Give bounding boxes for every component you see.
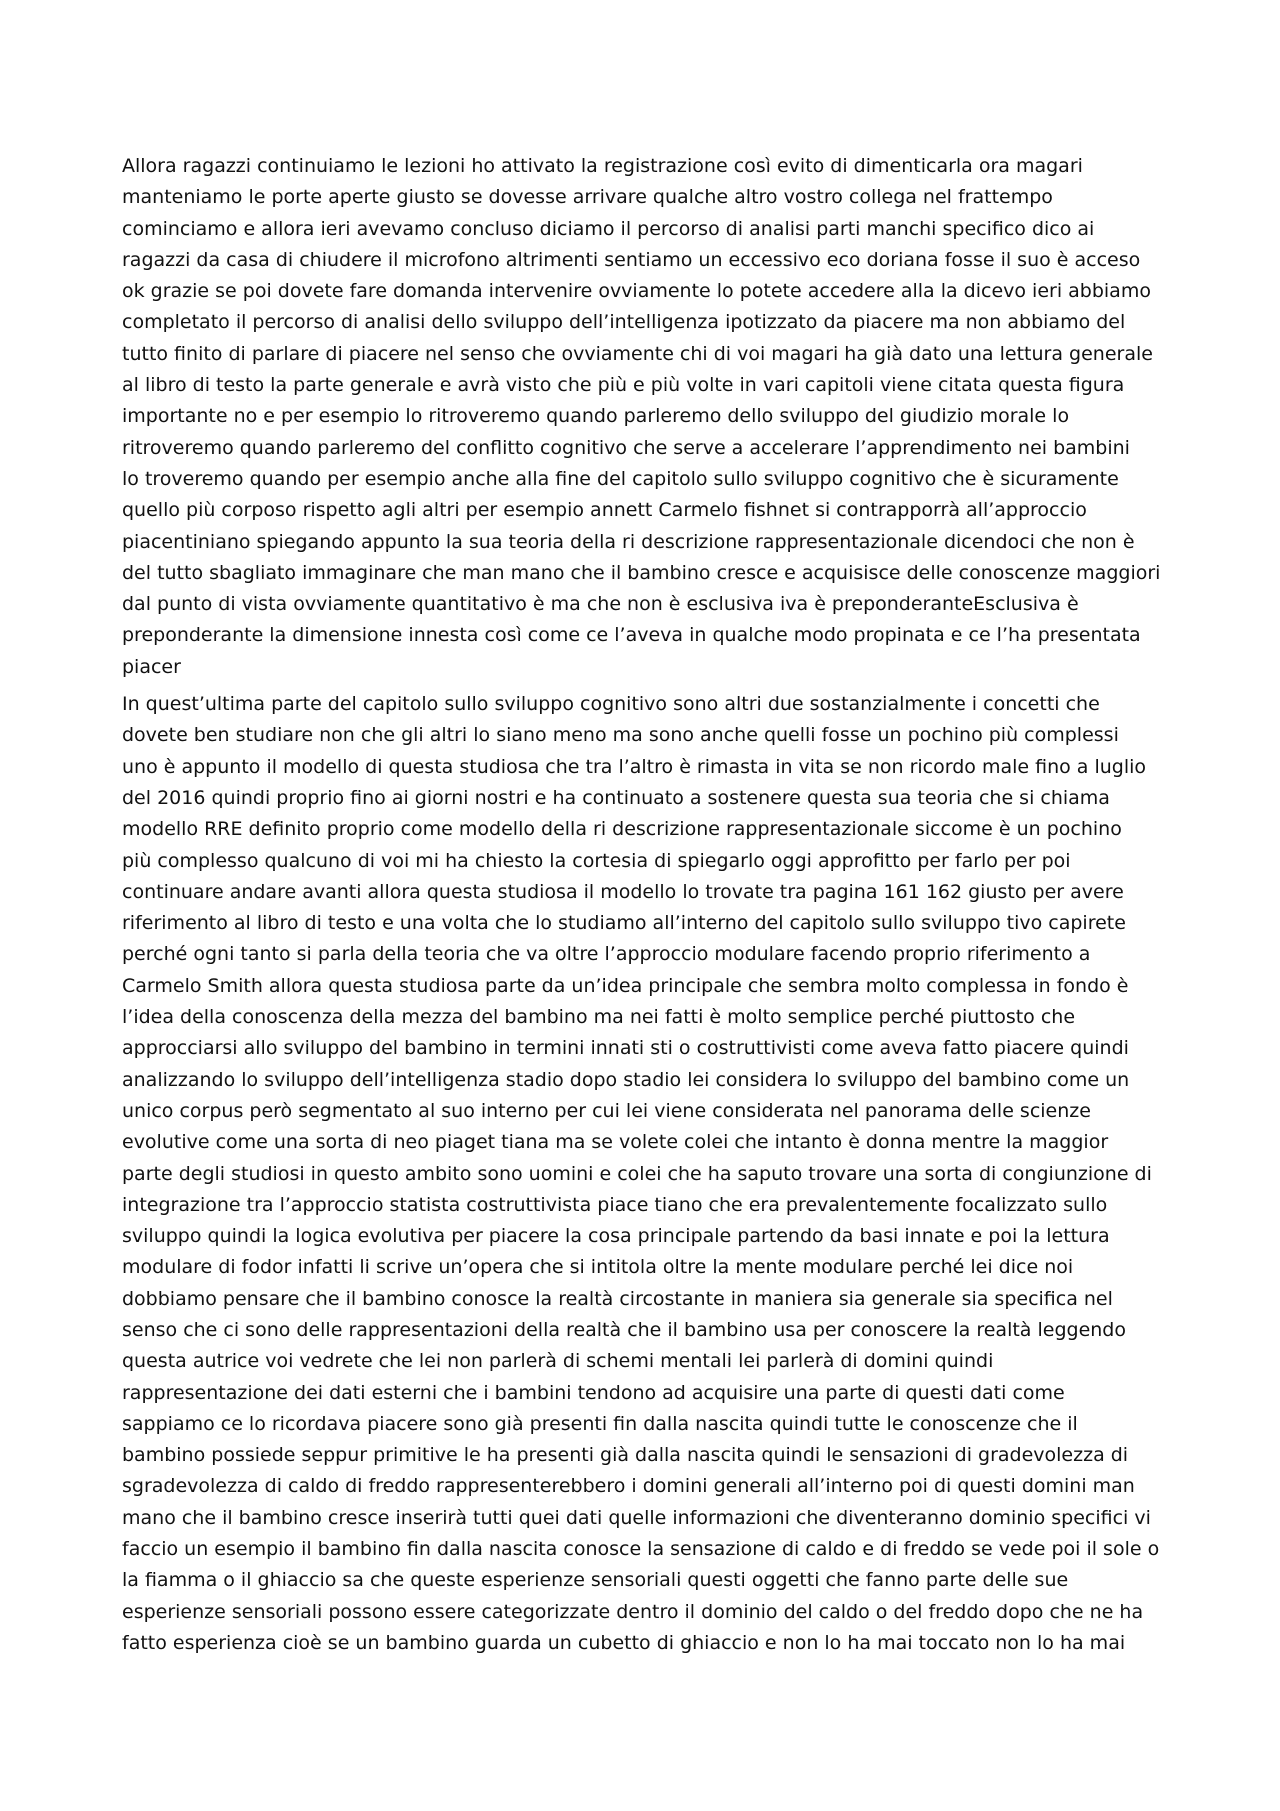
text-line: completato il percorso di analisi dello sviluppo dell’intelligenza ipotizzato da piacere ma non abbiamo del [122,311,1126,334]
text-line: dovete ben studiare non che gli altri lo siano meno ma sono anche quelli fosse un pochino più complessi [122,724,1119,747]
text-line: piacer [122,655,181,678]
text-line: del 2016 quindi proprio fino ai giorni nostri e ha continuato a sostenere questa sua teoria che si chiama [122,786,1110,809]
text-line: questa autrice voi vedrete che lei non parlerà di schemi mentali lei parlerà di domini quindi [122,1350,994,1373]
text-line: riferimento al libro di testo e una volta che lo studiamo all’interno del capitolo sullo sviluppo tivo capirete [122,912,1126,935]
paragraph-1 [122,151,1167,683]
text-line: rappresentazione dei dati esterni che i bambini tendono ad acquisire una parte di questi dati come [122,1381,1065,1404]
text-line: sappiamo ce lo ricordava piacere sono già presenti fin dalla nascita quindi tutte le conoscenze che il [122,1412,1078,1435]
text-line: sgradevolezza di caldo di freddo rappresenterebbero i domini generali all’interno poi di questi domini man [122,1475,1135,1498]
text-line: continuare andare avanti allora questa studiosa il modello lo trovate tra pagina 161 162 giusto per avere [122,880,1124,903]
text-line: Carmelo Smith allora questa studiosa parte da un’idea principale che sembra molto complessa in fondo è [122,974,1129,997]
text-line: dobbiamo pensare che il bambino conosce la realtà circostante in maniera sia generale sia specifica nel [122,1287,1113,1310]
text-line: perché ogni tanto si parla della teoria che va oltre l’approccio modulare facendo proprio riferimento a [122,943,1091,966]
text-line: piacentiniano spiegando appunto la sua teoria della ri descrizione rappresentazionale dicendoci che non è [122,530,1135,553]
text-line: bambino possiede seppur primitive le ha presenti già dalla nascita quindi le sensazioni di gradevolezza di [122,1444,1129,1467]
text-line: modello RRE definito proprio come modello della ri descrizione rappresentazionale siccome è un pochino [122,818,1122,841]
text-line: ritroveremo quando parleremo del conflitto cognitivo che serve a accelerare l’apprendimento nei bambini [122,436,1130,459]
text-line: ok grazie se poi dovete fare domanda intervenire ovviamente lo potete accedere alla la dicevo ieri abbiamo [122,280,1151,303]
text-line: In quest’ultima parte del capitolo sullo sviluppo cognitivo sono altri due sostanzialmente i concetti che [122,693,1100,716]
text-line: quello più corposo rispetto agli altri per esempio annett Carmelo fishnet si contrapporrà all’approccio [122,499,1087,522]
text-line: preponderante la dimensione innesta così come ce l’aveva in qualche modo propinata e ce l’ha presentata [122,624,1141,647]
text-line: lo troveremo quando per esempio anche alla fine del capitolo sullo sviluppo cognitivo che è sicuramente [122,467,1119,490]
text-line: più complesso qualcuno di voi mi ha chiesto la cortesia di spiegarlo oggi approfitto per farlo per poi [122,849,1071,872]
paragraph-2 [122,689,1167,1659]
text-line: l’idea della conoscenza della mezza del bambino ma nei fatti è molto semplice perché piuttosto che [122,1006,1076,1029]
document-body [122,151,1167,1665]
text-line: fatto esperienza cioè se un bambino guarda un cubetto di ghiaccio e non lo ha mai toccato non lo ha mai [122,1631,1126,1654]
text-line: importante no e per esempio lo ritroveremo quando parleremo dello sviluppo del giudizio morale lo [122,405,1070,428]
text-line: sviluppo quindi la logica evolutiva per piacere la cosa principale partendo da basi innate e poi la lettura [122,1225,1110,1248]
text-line: integrazione tra l’approccio statista costruttivista piace tiano che era prevalentemente focalizzato sullo [122,1193,1108,1216]
text-line: mano che il bambino cresce inserirà tutti quei dati quelle informazioni che diventeranno dominio specifici vi [122,1506,1151,1529]
text-line: analizzando lo sviluppo dell’intelligenza stadio dopo stadio lei considera lo sviluppo del bambino come un [122,1068,1130,1091]
text-line: unico corpus però segmentato al suo interno per cui lei viene considerata nel panorama delle scienze [122,1099,1091,1122]
text-line: dal punto di vista ovviamente quantitativo è ma che non è esclusiva iva è preponderanteEsclusiva è [122,593,1079,616]
text-line: evolutive come una sorta di neo piaget tiana ma se volete colei che intanto è donna mentre la maggior [122,1131,1109,1154]
text-line: del tutto sbagliato immaginare che man mano che il bambino cresce e acquisisce delle conoscenze maggiori [122,561,1161,584]
text-line: faccio un esempio il bambino fin dalla nascita conosce la sensazione di caldo e di freddo se vede poi il sole o [122,1538,1160,1561]
text-line: parte degli studiosi in questo ambito sono uomini e colei che ha saputo trovare una sorta di congiunzione di [122,1162,1152,1185]
text-line: manteniamo le porte aperte giusto se dovesse arrivare qualche altro vostro collega nel frattempo [122,186,1053,209]
text-line: uno è appunto il modello di questa studiosa che tra l’altro è rimasta in vita se non ricordo male fino a luglio [122,755,1147,778]
text-line: tutto finito di parlare di piacere nel senso che ovviamente chi di voi magari ha già dato una lettura generale [122,342,1153,365]
text-line: senso che ci sono delle rappresentazioni della realtà che il bambino usa per conoscere la realtà leggendo [122,1318,1126,1341]
text-line: Allora ragazzi continuiamo le lezioni ho attivato la registrazione così evito di dimenticarla ora magari [122,155,1083,177]
text-line: la fiamma o il ghiaccio sa che queste esperienze sensoriali questi oggetti che fanno parte delle sue [122,1569,1069,1592]
text-line: esperienze sensoriali possono essere categorizzate dentro il dominio del caldo o del freddo dopo che ne ha [122,1600,1144,1623]
text-line: cominciamo e allora ieri avevamo concluso diciamo il percorso di analisi parti manchi specifico dico ai [122,217,1095,240]
text-line: al libro di testo la parte generale e avrà visto che più e più volte in vari capitoli viene citata questa figura [122,374,1125,397]
text-line: modulare di fodor infatti li scrive un’opera che si intitola oltre la mente modulare perché lei dice noi [122,1256,1074,1279]
text-line: approcciarsi allo sviluppo del bambino in termini innati sti o costruttivisti come aveva fatto piacere quindi [122,1037,1129,1060]
text-line: ragazzi da casa di chiudere il microfono altrimenti sentiamo un eccessivo eco doriana fosse il suo è acceso [122,248,1141,271]
